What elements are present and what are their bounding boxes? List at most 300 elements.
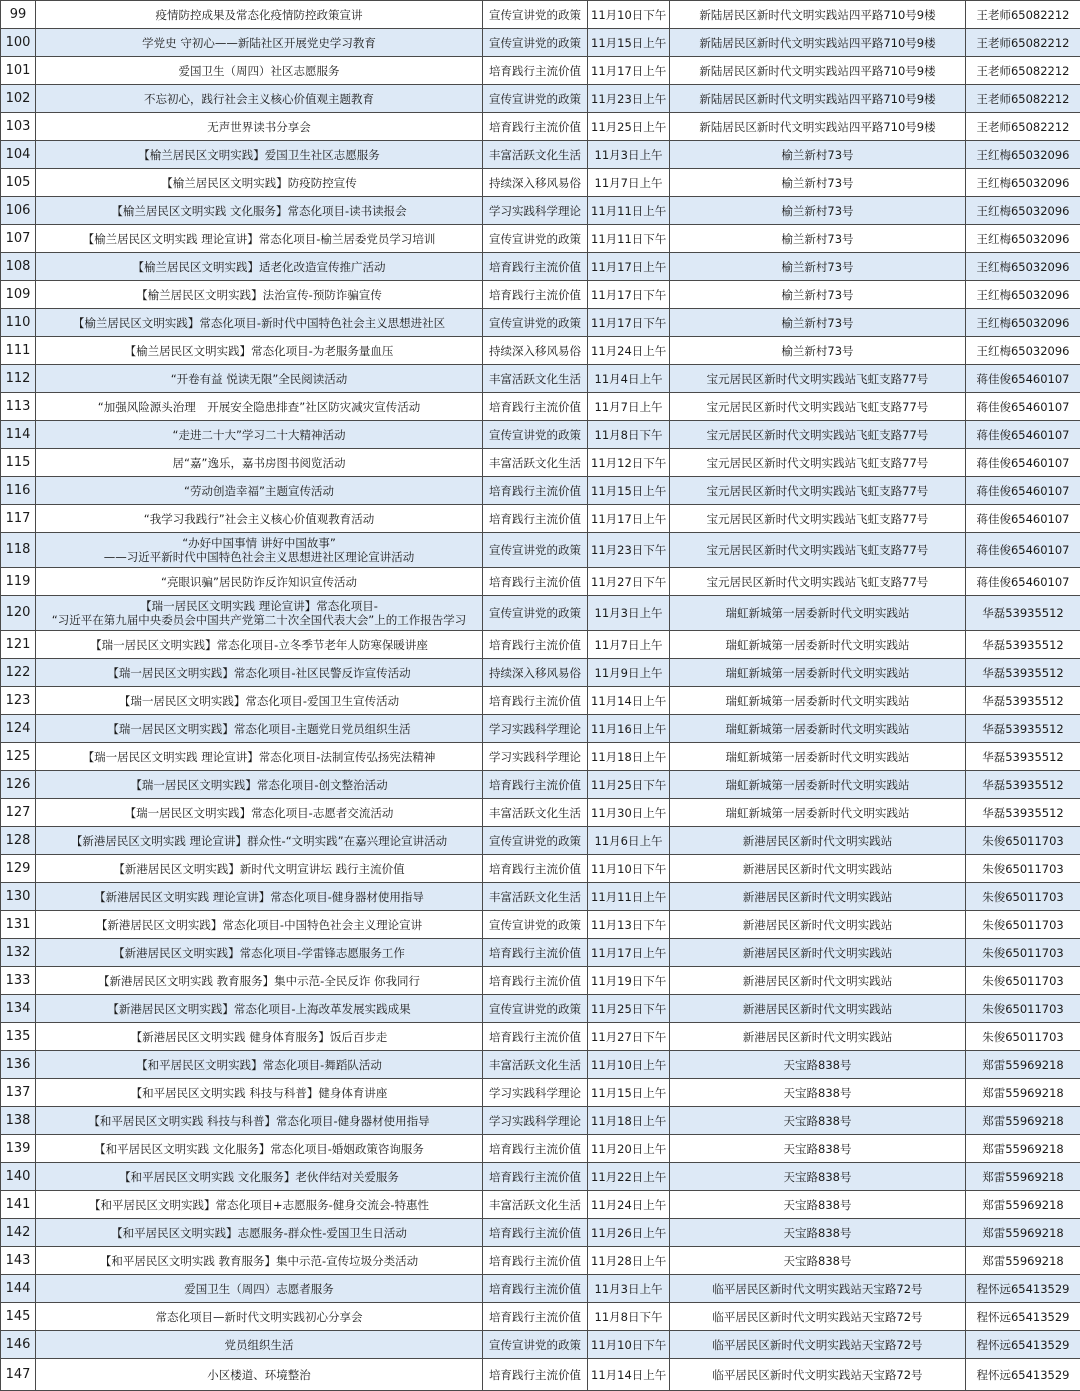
table-row: [1, 1331, 1080, 1359]
activity-category: 宣传宣讲党的政策: [483, 596, 588, 631]
activity-title: 【新港居民区文明实践】常态化项目-上海改革发展实践成果: [36, 995, 483, 1023]
contact-person: 王红梅65032096: [966, 281, 1080, 309]
activity-title: 【新港居民区文明实践 教育服务】集中示范-全民反诈 你我同行: [36, 967, 483, 995]
row-number: 105: [1, 169, 36, 197]
contact-person: 华磊53935512: [966, 743, 1080, 771]
contact-person: 王红梅65032096: [966, 309, 1080, 337]
activity-category: 学习实践科学理论: [483, 1079, 588, 1107]
contact-person: 蒋佳俊65460107: [966, 365, 1080, 393]
table-row: [1, 771, 1080, 799]
table-row: [1, 281, 1080, 309]
activity-category: 培育践行主流价值: [483, 1219, 588, 1247]
table-row: [1, 1275, 1080, 1303]
row-number: 137: [1, 1079, 36, 1107]
table-row: [1, 911, 1080, 939]
activity-time: 11月22日上午: [588, 1163, 670, 1191]
activity-title: 【榆兰居民区文明实践】常态化项目-为老服务量血压: [36, 337, 483, 365]
contact-person: 朱俊65011703: [966, 827, 1080, 855]
table-row: [1, 85, 1080, 113]
activity-title: 【瑞一居民区文明实践】常态化项目-爱国卫生宣传活动: [36, 687, 483, 715]
activity-title: 【榆兰居民区文明实践】爱国卫生社区志愿服务: [36, 141, 483, 169]
row-number: 100: [1, 29, 36, 57]
activity-time: 11月3日上午: [588, 141, 670, 169]
activity-time: 11月27日下午: [588, 568, 670, 596]
row-number: 116: [1, 477, 36, 505]
row-number: 103: [1, 113, 36, 141]
activity-category: 丰富活跃文化生活: [483, 1051, 588, 1079]
row-number: 109: [1, 281, 36, 309]
activity-location: 宝元居民区新时代文明实践站飞虹支路77号: [670, 568, 966, 596]
activity-category: 宣传宣讲党的政策: [483, 827, 588, 855]
activity-title: 无声世界读书分享会: [36, 113, 483, 141]
contact-person: 郑雷55969218: [966, 1219, 1080, 1247]
contact-person: 程怀远65413529: [966, 1303, 1080, 1331]
activity-title: 【榆兰居民区文明实践 理论宣讲】常态化项目-榆兰居委党员学习培训: [36, 225, 483, 253]
table-row: [1, 715, 1080, 743]
activity-title: 【和平居民区文明实践 科技与科普】健身体育讲座: [36, 1079, 483, 1107]
contact-person: 王老师65082212: [966, 113, 1080, 141]
row-number: 143: [1, 1247, 36, 1275]
table-row: [1, 1359, 1080, 1391]
activity-time: 11月15日上午: [588, 477, 670, 505]
table-row: [1, 687, 1080, 715]
activity-location: 临平居民区新时代文明实践站天宝路72号: [670, 1275, 966, 1303]
table-row: [1, 1079, 1080, 1107]
activity-category: 丰富活跃文化生活: [483, 449, 588, 477]
row-number: 124: [1, 715, 36, 743]
activity-location: 天宝路838号: [670, 1079, 966, 1107]
table-row: [1, 1247, 1080, 1275]
contact-person: 蒋佳俊65460107: [966, 421, 1080, 449]
row-number: 147: [1, 1359, 36, 1391]
activity-time: 11月18日上午: [588, 743, 670, 771]
activity-category: 培育践行主流价值: [483, 939, 588, 967]
activity-location: 榆兰新村73号: [670, 169, 966, 197]
contact-person: 王红梅65032096: [966, 225, 1080, 253]
contact-person: 朱俊65011703: [966, 855, 1080, 883]
activity-location: 新港居民区新时代文明实践站: [670, 939, 966, 967]
activity-time: 11月23日下午: [588, 533, 670, 568]
activity-time: 11月23日上午: [588, 85, 670, 113]
row-number: 134: [1, 995, 36, 1023]
table-row: [1, 141, 1080, 169]
activity-time: 11月17日上午: [588, 253, 670, 281]
activity-location: 瑞虹新城第一居委新时代文明实践站: [670, 687, 966, 715]
activity-time: 11月30日上午: [588, 799, 670, 827]
table-row: [1, 596, 1080, 631]
table-row: [1, 1303, 1080, 1331]
row-number: 145: [1, 1303, 36, 1331]
table-row: [1, 197, 1080, 225]
activity-category: 培育践行主流价值: [483, 505, 588, 533]
activity-time: 11月18日上午: [588, 1107, 670, 1135]
activity-location: 瑞虹新城第一居委新时代文明实践站: [670, 659, 966, 687]
activity-title: “加强风险源头治理 开展安全隐患排查”社区防灾减灾宣传活动: [36, 393, 483, 421]
contact-person: 郑雷55969218: [966, 1163, 1080, 1191]
table-row: [1, 29, 1080, 57]
contact-person: 王老师65082212: [966, 57, 1080, 85]
table-row: [1, 568, 1080, 596]
activity-category: 培育践行主流价值: [483, 1247, 588, 1275]
table-row: [1, 1219, 1080, 1247]
row-number: 133: [1, 967, 36, 995]
activity-location: 瑞虹新城第一居委新时代文明实践站: [670, 771, 966, 799]
activity-title: 【瑞一居民区文明实践 理论宣讲】常态化项目-法制宣传弘扬宪法精神: [36, 743, 483, 771]
activity-category: 培育践行主流价值: [483, 393, 588, 421]
activity-category: 培育践行主流价值: [483, 113, 588, 141]
activity-location: 天宝路838号: [670, 1191, 966, 1219]
table-row: [1, 449, 1080, 477]
activity-time: 11月6日上午: [588, 827, 670, 855]
table-row: [1, 57, 1080, 85]
contact-person: 王红梅65032096: [966, 169, 1080, 197]
activity-time: 11月28日上午: [588, 1247, 670, 1275]
table-row: [1, 533, 1080, 568]
activity-time: 11月13日下午: [588, 911, 670, 939]
activity-category: 培育践行主流价值: [483, 1023, 588, 1051]
activity-location: 榆兰新村73号: [670, 253, 966, 281]
activity-title: 【新港居民区文明实践 理论宣讲】群众性-“文明实践”在嘉兴理论宣讲活动: [36, 827, 483, 855]
row-number: 123: [1, 687, 36, 715]
contact-person: 郑雷55969218: [966, 1107, 1080, 1135]
contact-person: 郑雷55969218: [966, 1135, 1080, 1163]
table-row: [1, 225, 1080, 253]
activity-category: 培育践行主流价值: [483, 477, 588, 505]
activity-title: 【和平居民区文明实践 文化服务】老伙伴结对关爱服务: [36, 1163, 483, 1191]
activity-location: 榆兰新村73号: [670, 309, 966, 337]
activity-category: 培育践行主流价值: [483, 687, 588, 715]
activity-location: 榆兰新村73号: [670, 197, 966, 225]
row-number: 130: [1, 883, 36, 911]
activity-title: 爱国卫生（周四）社区志愿服务: [36, 57, 483, 85]
contact-person: 王红梅65032096: [966, 141, 1080, 169]
table-row: [1, 1107, 1080, 1135]
activity-location: 新港居民区新时代文明实践站: [670, 883, 966, 911]
contact-person: 朱俊65011703: [966, 911, 1080, 939]
contact-person: 王老师65082212: [966, 29, 1080, 57]
activity-time: 11月19日下午: [588, 967, 670, 995]
activity-location: 新陆居民区新时代文明实践站四平路710号9楼: [670, 57, 966, 85]
activity-title: “劳动创造幸福”主题宣传活动: [36, 477, 483, 505]
activity-time: 11月25日上午: [588, 113, 670, 141]
table-row: [1, 1051, 1080, 1079]
activity-title: 【新港居民区文明实践 理论宣讲】常态化项目-健身器材使用指导: [36, 883, 483, 911]
table-row: [1, 967, 1080, 995]
contact-person: 华磊53935512: [966, 687, 1080, 715]
activity-title-cell: [36, 596, 483, 631]
table-row: [1, 169, 1080, 197]
activity-location: 临平居民区新时代文明实践站天宝路72号: [670, 1303, 966, 1331]
contact-person: 朱俊65011703: [966, 1023, 1080, 1051]
row-number: 128: [1, 827, 36, 855]
activity-category: 培育践行主流价值: [483, 967, 588, 995]
row-number: 110: [1, 309, 36, 337]
activity-time: 11月14日上午: [588, 1359, 670, 1391]
activity-category: 丰富活跃文化生活: [483, 365, 588, 393]
activity-location: 榆兰新村73号: [670, 225, 966, 253]
activity-title: 不忘初心，践行社会主义核心价值观主题教育: [36, 85, 483, 113]
activity-location: 瑞虹新城第一居委新时代文明实践站: [670, 631, 966, 659]
activity-time: 11月15日上午: [588, 1079, 670, 1107]
table-row: [1, 631, 1080, 659]
activity-title: 【和平居民区文明实践 教育服务】集中示范-宣传垃圾分类活动: [36, 1247, 483, 1275]
row-number: 138: [1, 1107, 36, 1135]
activity-location: 新港居民区新时代文明实践站: [670, 995, 966, 1023]
activity-location: 新港居民区新时代文明实践站: [670, 855, 966, 883]
contact-person: 郑雷55969218: [966, 1191, 1080, 1219]
activity-location: 临平居民区新时代文明实践站天宝路72号: [670, 1359, 966, 1391]
activity-location: 宝元居民区新时代文明实践站飞虹支路77号: [670, 421, 966, 449]
activity-location: 新港居民区新时代文明实践站: [670, 911, 966, 939]
contact-person: 朱俊65011703: [966, 883, 1080, 911]
row-number: 99: [1, 1, 36, 29]
row-number: 129: [1, 855, 36, 883]
contact-person: 华磊53935512: [966, 715, 1080, 743]
activity-category: 学习实践科学理论: [483, 197, 588, 225]
row-number: 146: [1, 1331, 36, 1359]
activity-category: 培育践行主流价值: [483, 253, 588, 281]
contact-person: 王红梅65032096: [966, 197, 1080, 225]
activity-title: 【和平居民区文明实践】常态化项目-舞蹈队活动: [36, 1051, 483, 1079]
table-row: [1, 743, 1080, 771]
row-number: 113: [1, 393, 36, 421]
contact-person: 蒋佳俊65460107: [966, 505, 1080, 533]
activity-location: 榆兰新村73号: [670, 337, 966, 365]
activity-title: 【和平居民区文明实践】志愿服务-群众性-爱国卫生日活动: [36, 1219, 483, 1247]
activity-title: 【榆兰居民区文明实践】适老化改造宣传推广活动: [36, 253, 483, 281]
activity-title: 学党史 守初心——新陆社区开展党史学习教育: [36, 29, 483, 57]
contact-person: 王老师65082212: [966, 1, 1080, 29]
table-row: [1, 1, 1080, 29]
activity-title: 【新港居民区文明实践】新时代文明宣讲坛 践行主流价值: [36, 855, 483, 883]
row-number: 117: [1, 505, 36, 533]
activity-category: 丰富活跃文化生活: [483, 141, 588, 169]
activity-category: 培育践行主流价值: [483, 1163, 588, 1191]
activity-title: 党员组织生活: [36, 1331, 483, 1359]
activity-location: 瑞虹新城第一居委新时代文明实践站: [670, 743, 966, 771]
activity-time: 11月17日上午: [588, 505, 670, 533]
activity-title: 【榆兰居民区文明实践】防疫防控宣传: [36, 169, 483, 197]
row-number: 119: [1, 568, 36, 596]
activity-title: 疫情防控成果及常态化疫情防控政策宣讲: [36, 1, 483, 29]
row-number: 107: [1, 225, 36, 253]
activity-category: 宣传宣讲党的政策: [483, 1331, 588, 1359]
activity-title: 【榆兰居民区文明实践】常态化项目-新时代中国特色社会主义思想进社区: [36, 309, 483, 337]
activity-location: 宝元居民区新时代文明实践站飞虹支路77号: [670, 505, 966, 533]
contact-person: 华磊53935512: [966, 631, 1080, 659]
activity-title: 小区楼道、环境整治: [36, 1359, 483, 1391]
row-number: 111: [1, 337, 36, 365]
activity-category: 培育践行主流价值: [483, 855, 588, 883]
activity-title: 【新港居民区文明实践 健身体育服务】饭后百步走: [36, 1023, 483, 1051]
activity-title: 【新港居民区文明实践】常态化项目-中国特色社会主义理论宣讲: [36, 911, 483, 939]
table-row: [1, 505, 1080, 533]
activity-category: 学习实践科学理论: [483, 715, 588, 743]
activity-time: 11月15日上午: [588, 29, 670, 57]
row-number: 136: [1, 1051, 36, 1079]
row-number: 126: [1, 771, 36, 799]
activity-location: 瑞虹新城第一居委新时代文明实践站: [670, 715, 966, 743]
activity-category: 宣传宣讲党的政策: [483, 995, 588, 1023]
row-number: 131: [1, 911, 36, 939]
activity-title: 【榆兰居民区文明实践 文化服务】常态化项目-读书读报会: [36, 197, 483, 225]
activity-location: 新港居民区新时代文明实践站: [670, 827, 966, 855]
activity-time: 11月17日上午: [588, 939, 670, 967]
activity-title: 【瑞一居民区文明实践 理论宣讲】常态化项目-: [39, 599, 479, 613]
row-number: 139: [1, 1135, 36, 1163]
activity-location: 瑞虹新城第一居委新时代文明实践站: [670, 596, 966, 631]
activity-title: 【瑞一居民区文明实践】常态化项目-立冬季节老年人防寒保暖讲座: [36, 631, 483, 659]
activity-category: 宣传宣讲党的政策: [483, 309, 588, 337]
row-number: 127: [1, 799, 36, 827]
activity-time: 11月10日下午: [588, 1331, 670, 1359]
table-row: [1, 1135, 1080, 1163]
row-number: 135: [1, 1023, 36, 1051]
activity-time: 11月17日下午: [588, 281, 670, 309]
contact-person: 蒋佳俊65460107: [966, 568, 1080, 596]
row-number: 112: [1, 365, 36, 393]
activity-time: 11月24日上午: [588, 337, 670, 365]
activity-category: 学习实践科学理论: [483, 743, 588, 771]
table-body: [1, 1, 1080, 1391]
activity-time: 11月11日下午: [588, 225, 670, 253]
activity-location: 临平居民区新时代文明实践站天宝路72号: [670, 1331, 966, 1359]
activity-category: 宣传宣讲党的政策: [483, 225, 588, 253]
activity-category: 丰富活跃文化生活: [483, 1191, 588, 1219]
activity-category: 宣传宣讲党的政策: [483, 29, 588, 57]
contact-person: 华磊53935512: [966, 596, 1080, 631]
activity-location: 天宝路838号: [670, 1163, 966, 1191]
table-row: [1, 337, 1080, 365]
activity-time: 11月7日上午: [588, 631, 670, 659]
activity-category: 培育践行主流价值: [483, 1303, 588, 1331]
table-row: [1, 393, 1080, 421]
activity-time: 11月16日上午: [588, 715, 670, 743]
activity-category: 培育践行主流价值: [483, 1275, 588, 1303]
activity-category: 宣传宣讲党的政策: [483, 533, 588, 568]
activity-title: 【瑞一居民区文明实践】常态化项目-主题党日党员组织生活: [36, 715, 483, 743]
contact-person: 郑雷55969218: [966, 1079, 1080, 1107]
row-number: 122: [1, 659, 36, 687]
activity-category: 宣传宣讲党的政策: [483, 911, 588, 939]
activity-title-cell: [36, 533, 483, 568]
activity-title: “开卷有益 悦读无限”全民阅读活动: [36, 365, 483, 393]
table-row: [1, 365, 1080, 393]
activity-location: 天宝路838号: [670, 1051, 966, 1079]
activity-title: “我学习我践行”社会主义核心价值观教育活动: [36, 505, 483, 533]
contact-person: 华磊53935512: [966, 799, 1080, 827]
contact-person: 蒋佳俊65460107: [966, 449, 1080, 477]
activity-location: 宝元居民区新时代文明实践站飞虹支路77号: [670, 393, 966, 421]
activity-category: 持续深入移风易俗: [483, 169, 588, 197]
activity-title: “走进二十大”学习二十大精神活动: [36, 421, 483, 449]
row-number: 141: [1, 1191, 36, 1219]
activity-time: 11月10日下午: [588, 855, 670, 883]
activity-category: 培育践行主流价值: [483, 1359, 588, 1391]
activity-location: 天宝路838号: [670, 1219, 966, 1247]
activity-location: 宝元居民区新时代文明实践站飞虹支路77号: [670, 449, 966, 477]
activity-title: 【和平居民区文明实践 科技与科普】常态化项目-健身器材使用指导: [36, 1107, 483, 1135]
contact-person: 蒋佳俊65460107: [966, 477, 1080, 505]
activity-time: 11月7日上午: [588, 169, 670, 197]
activity-title-line2: “习近平在第九届中央委员会中国共产党第二十次全国代表大会”上的工作报告学习: [39, 613, 479, 627]
activity-location: 天宝路838号: [670, 1247, 966, 1275]
table-row: [1, 253, 1080, 281]
activity-time: 11月25日下午: [588, 995, 670, 1023]
activity-location: 宝元居民区新时代文明实践站飞虹支路77号: [670, 365, 966, 393]
activity-time: 11月26日上午: [588, 1219, 670, 1247]
activity-time: 11月3日上午: [588, 596, 670, 631]
activity-title: “亮眼识骗”居民防诈反诈知识宣传活动: [36, 568, 483, 596]
activity-location: 天宝路838号: [670, 1135, 966, 1163]
row-number: 114: [1, 421, 36, 449]
contact-person: 华磊53935512: [966, 771, 1080, 799]
activity-title: 【和平居民区文明实践 文化服务】常态化项目-婚姻政策咨询服务: [36, 1135, 483, 1163]
activity-title: 【榆兰居民区文明实践】法治宣传-预防诈骗宣传: [36, 281, 483, 309]
row-number: 101: [1, 57, 36, 85]
activity-category: 学习实践科学理论: [483, 1107, 588, 1135]
contact-person: 程怀远65413529: [966, 1331, 1080, 1359]
activity-time: 11月20日上午: [588, 1135, 670, 1163]
table-row: [1, 113, 1080, 141]
activity-location: 宝元居民区新时代文明实践站飞虹支路77号: [670, 477, 966, 505]
contact-person: 朱俊65011703: [966, 939, 1080, 967]
row-number: 140: [1, 1163, 36, 1191]
activity-category: 培育践行主流价值: [483, 57, 588, 85]
table-row: [1, 1163, 1080, 1191]
table-row: [1, 939, 1080, 967]
activity-time: 11月25日下午: [588, 771, 670, 799]
table-row: [1, 883, 1080, 911]
activity-location: 新陆居民区新时代文明实践站四平路710号9楼: [670, 29, 966, 57]
row-number: 144: [1, 1275, 36, 1303]
row-number: 104: [1, 141, 36, 169]
contact-person: 朱俊65011703: [966, 967, 1080, 995]
table-row: [1, 1023, 1080, 1051]
activity-location: 新港居民区新时代文明实践站: [670, 967, 966, 995]
activity-title: 【瑞一居民区文明实践】常态化项目-志愿者交流活动: [36, 799, 483, 827]
contact-person: 王红梅65032096: [966, 253, 1080, 281]
activity-location: 瑞虹新城第一居委新时代文明实践站: [670, 799, 966, 827]
activity-title-line2: ——习近平新时代中国特色社会主义思想进社区理论宣讲活动: [39, 550, 479, 564]
activity-title: 【瑞一居民区文明实践】常态化项目-创文整治活动: [36, 771, 483, 799]
activity-title: 常态化项目—新时代文明实践初心分享会: [36, 1303, 483, 1331]
activity-location: 天宝路838号: [670, 1107, 966, 1135]
contact-person: 郑雷55969218: [966, 1247, 1080, 1275]
table-row: [1, 1191, 1080, 1219]
activity-time: 11月9日上午: [588, 659, 670, 687]
row-number: 142: [1, 1219, 36, 1247]
contact-person: 程怀远65413529: [966, 1275, 1080, 1303]
activity-category: 宣传宣讲党的政策: [483, 85, 588, 113]
activity-location: 新陆居民区新时代文明实践站四平路710号9楼: [670, 1, 966, 29]
activity-category: 培育践行主流价值: [483, 1135, 588, 1163]
activity-time: 11月3日上午: [588, 1275, 670, 1303]
table-row: [1, 421, 1080, 449]
row-number: 125: [1, 743, 36, 771]
activity-location: 新陆居民区新时代文明实践站四平路710号9楼: [670, 113, 966, 141]
table-row: [1, 827, 1080, 855]
activity-location: 新陆居民区新时代文明实践站四平路710号9楼: [670, 85, 966, 113]
activity-category: 培育践行主流价值: [483, 281, 588, 309]
activity-time: 11月8日下午: [588, 1303, 670, 1331]
activity-time: 11月17日上午: [588, 57, 670, 85]
activity-time: 11月11日上午: [588, 197, 670, 225]
activity-time: 11月17日下午: [588, 309, 670, 337]
activity-location: 榆兰新村73号: [670, 281, 966, 309]
table-row: [1, 477, 1080, 505]
row-number: 115: [1, 449, 36, 477]
